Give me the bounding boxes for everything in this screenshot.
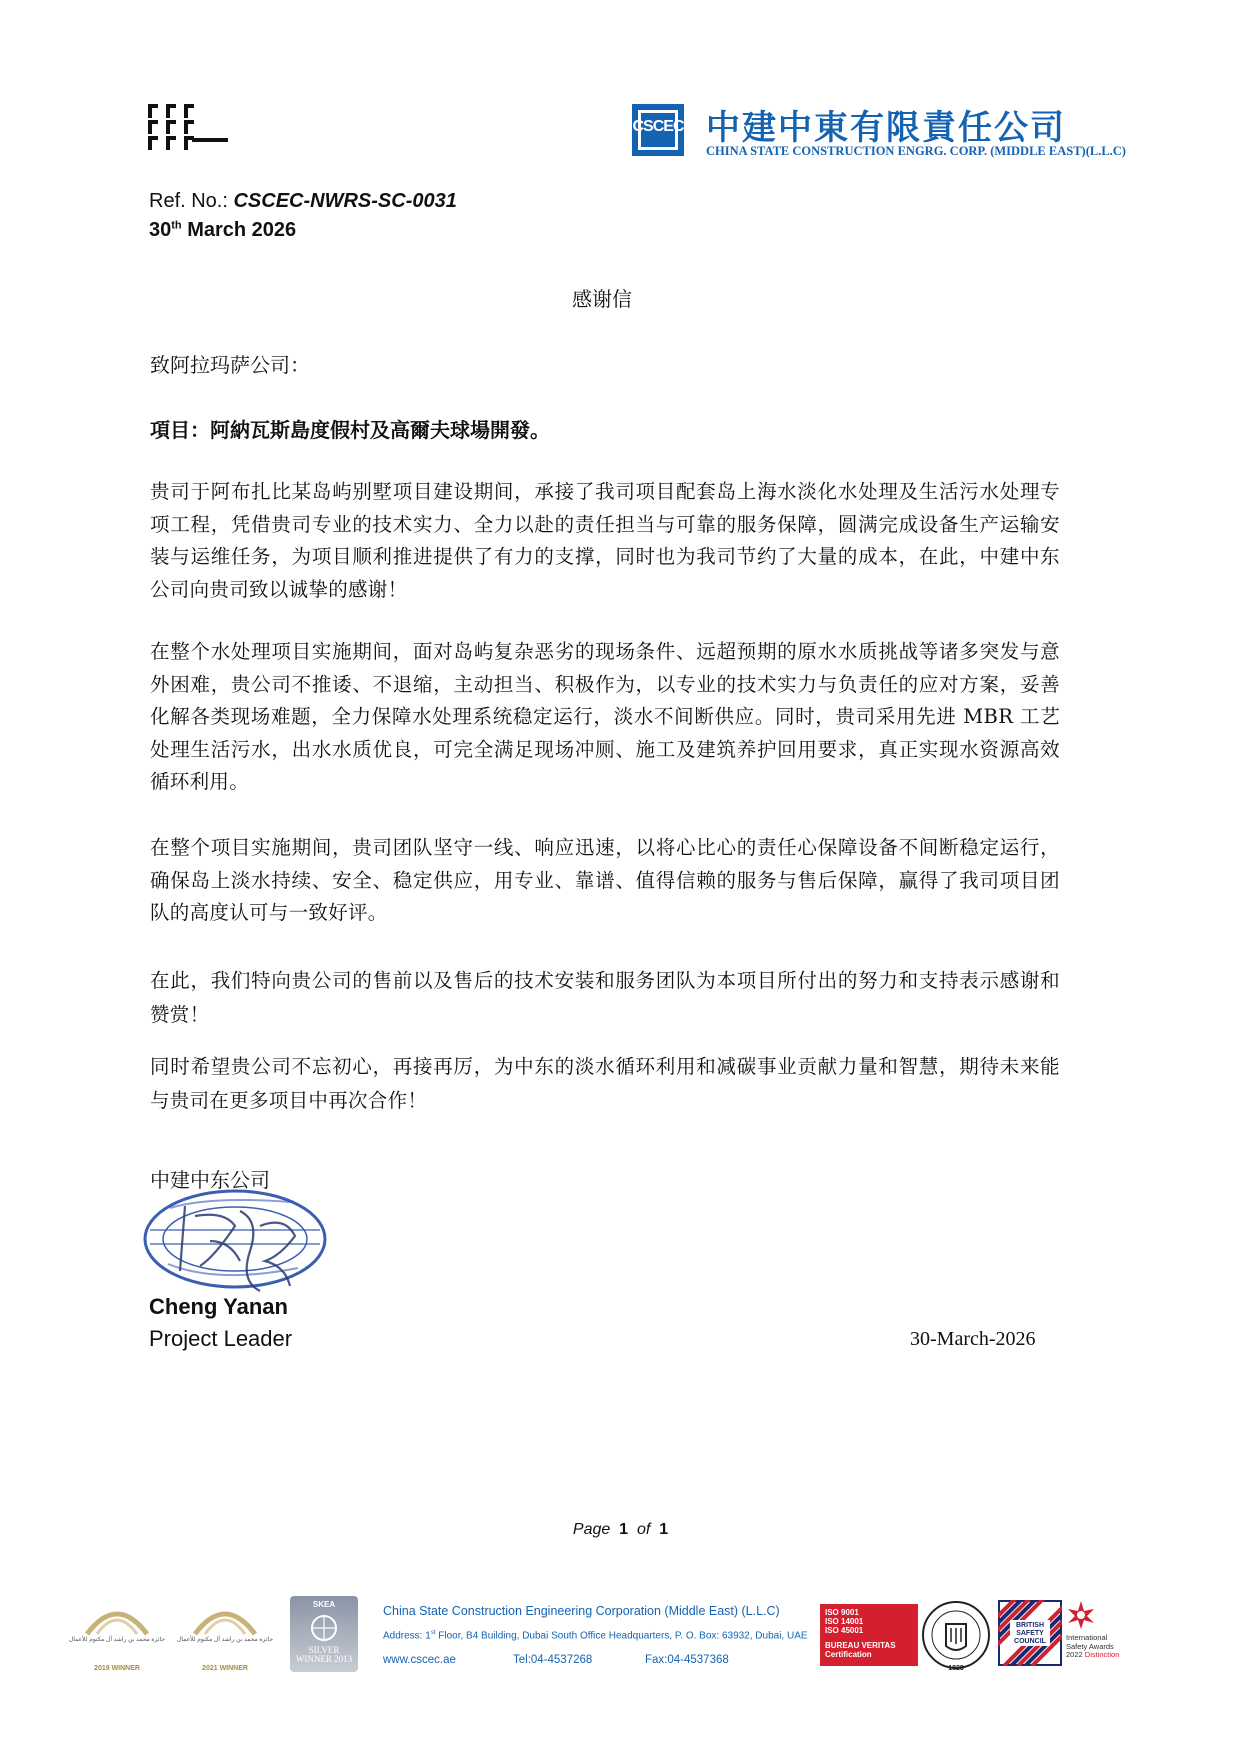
paragraph-1: 贵司于阿布扎比某岛屿别墅项目建设期间，承接了我司项目配套岛上海水淡化水处理及生活污水处理专项工程，凭借贵司专业的技术实力、全力以赴的责任担当与可靠的服务保障，圆满完成设备生产运输安装与运维任务，为项目顺利推进提供了有力的支撑，同时也为我司节约了大量的成本，在此，中建中东公司向贵司致以诚挚的感谢！ bbox=[150, 480, 1060, 601]
international-safety-awards-logo bbox=[1066, 1600, 1142, 1670]
award-2021 bbox=[170, 1600, 280, 1672]
paragraph-3: 在整个项目实施期间，贵司团队坚守一线、响应迅速，以将心比心的责任心保障设备不间断稳定运行，确保岛上淡水持续、安全、稳定供应，用专业、靠谱、值得信赖的服务与售后保障，赢得了我司项目团队的高度认可与一致好评。 bbox=[150, 836, 1060, 924]
page-number bbox=[0, 1521, 1241, 1539]
skea-globe-icon bbox=[310, 1614, 338, 1642]
iso-line-4: BUREAU VERITAS bbox=[825, 1641, 896, 1650]
left-company-logo bbox=[148, 104, 228, 150]
skea-title: SKEA bbox=[312, 1600, 336, 1609]
skea-subtitle: SILVER WINNER 2013 bbox=[295, 1645, 353, 1664]
signature-date: 30-March-2026 bbox=[910, 1328, 1036, 1350]
award-arabic-2019: جائزة محمد بن راشد آل مكتوم للأعمال bbox=[68, 1637, 166, 1643]
date-day: 30 bbox=[149, 219, 172, 241]
page-of: of bbox=[636, 1521, 651, 1538]
signatory-name: Cheng Yanan bbox=[149, 1294, 288, 1319]
footer-fax: Fax:04-4537368 bbox=[645, 1654, 729, 1666]
iso-line-5: Certification bbox=[825, 1650, 872, 1659]
date-rest: March 2026 bbox=[181, 219, 297, 241]
award-2019 bbox=[62, 1600, 172, 1672]
cscec-logo bbox=[632, 104, 684, 156]
signatory-title: Project Leader bbox=[149, 1326, 293, 1351]
isa-line-1: International bbox=[1066, 1633, 1108, 1642]
footer-address-sup: st bbox=[430, 1630, 436, 1636]
bv-year: 1828 bbox=[948, 1665, 964, 1672]
project-line: 項目：阿納瓦斯島度假村及高爾夫球場開發。 bbox=[150, 418, 550, 442]
company-stamp-and-signature bbox=[140, 1186, 330, 1292]
isa-line-2: Safety Awards bbox=[1066, 1641, 1114, 1651]
british-safety-council-logo bbox=[998, 1600, 1062, 1666]
footer-address-b: Floor, B4 Building, Dubai South Office Headquarters, P. O. Box: 63932, Dubai, UAE bbox=[435, 1630, 808, 1642]
footer-address-a: Address: 1 bbox=[383, 1630, 431, 1642]
iso-line-2: ISO 14001 bbox=[825, 1617, 864, 1626]
award-arch-icon bbox=[62, 1600, 172, 1636]
skea-badge bbox=[290, 1596, 358, 1672]
iso-line-3: ISO 45001 bbox=[825, 1626, 864, 1635]
date-suffix: th bbox=[171, 219, 182, 232]
isa-text bbox=[1066, 1634, 1119, 1660]
award-2019-label: 2019 WINNER bbox=[94, 1665, 140, 1672]
company-name-en: CHINA STATE CONSTRUCTION ENGRG. CORP. (MIDDLE EAST)(L.L.C) bbox=[706, 144, 1126, 158]
award-arch-icon bbox=[170, 1600, 280, 1636]
signature-company: 中建中东公司 bbox=[150, 1168, 270, 1192]
footer-tel: Tel:04-4537268 bbox=[513, 1654, 593, 1666]
isa-line-3: 2022 bbox=[1066, 1650, 1083, 1659]
isa-distinction: Distinction bbox=[1084, 1650, 1120, 1659]
page-prefix: Page bbox=[572, 1521, 611, 1538]
ref-label: Ref. No.: bbox=[149, 190, 234, 212]
salutation: 致阿拉玛萨公司： bbox=[150, 353, 310, 377]
iso-line-1: ISO 9001 bbox=[825, 1608, 859, 1617]
footer-website[interactable]: www.cscec.ae bbox=[383, 1654, 456, 1666]
paragraph-2: 在整个水处理项目实施期间，面对岛屿复杂恶劣的现场条件、远超预期的原水水质挑战等诸多突发与意外困难，贵公司不推诿、不退缩，主动担当、积极作为，以专业的技术实力与负责任的应对方案，妥善化解各类现场难题，全力保障水处理系统稳定运行，淡水不间断供应。同时，贵司采用先进 MBR 工艺处理生活污水，出水水质优良，可完全满足现场冲厕、施工及建筑养护回用要求，真正实现水资源高效循环利用。 bbox=[150, 640, 1060, 793]
paragraph-5: 同时希望贵公司不忘初心，再接再厉，为中东的淡水循环利用和减碳事业贡献力量和智慧，期待未来能与贵司在更多项目中再次合作！ bbox=[150, 1055, 1060, 1112]
award-arabic-2021: جائزة محمد بن راشد آل مكتوم للأعمال bbox=[176, 1637, 274, 1643]
safety-star-icon bbox=[1066, 1600, 1096, 1630]
paragraph-4: 在此，我们特向贵公司的售前以及售后的技术安装和服务团队为本项目所付出的努力和支持表示感谢和赞赏！ bbox=[150, 969, 1060, 1026]
letter-date bbox=[149, 219, 296, 242]
award-2021-label: 2021 WINNER bbox=[202, 1665, 248, 1672]
footer-address bbox=[383, 1630, 808, 1641]
page-total: 1 bbox=[659, 1521, 669, 1538]
footer-company-name: China State Construction Engineering Corporation (Middle East) (L.L.C) bbox=[383, 1604, 780, 1618]
letter-title: 感谢信 bbox=[572, 287, 632, 311]
cscec-logo-letters: CSCEC bbox=[632, 118, 684, 135]
company-name-cn: 中建中東有限責任公司 bbox=[706, 108, 1066, 148]
ref-number: CSCEC-NWRS-SC-0031 bbox=[233, 190, 457, 212]
bsc-text: BRITISH SAFETY COUNCIL bbox=[1014, 1622, 1046, 1645]
bureau-veritas-seal-icon bbox=[921, 1594, 991, 1676]
bureau-veritas-seal bbox=[921, 1594, 991, 1676]
reference-number bbox=[149, 190, 457, 213]
page-current: 1 bbox=[619, 1521, 629, 1538]
iso-certification-badge bbox=[820, 1604, 918, 1666]
